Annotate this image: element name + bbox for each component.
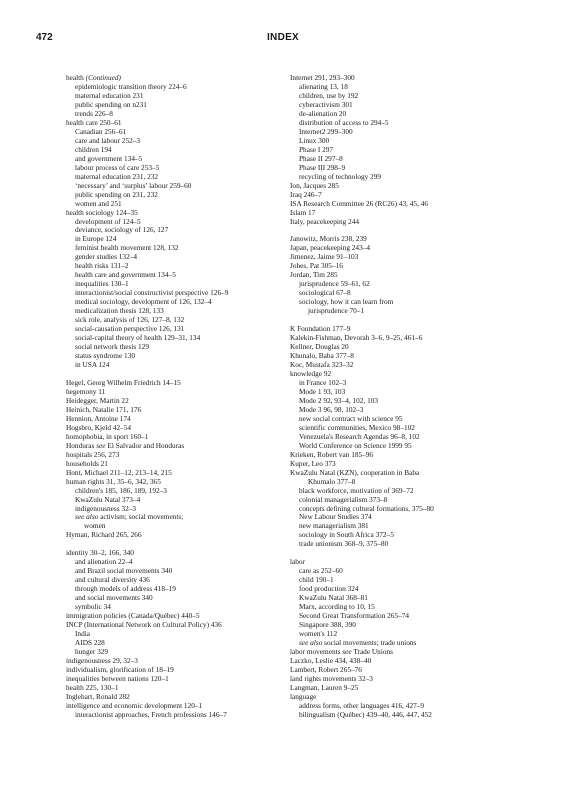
entry-text: land rights movements 32–3 xyxy=(290,673,373,683)
see-reference: see xyxy=(96,440,106,450)
index-heading xyxy=(66,531,286,540)
entry-text: Ion, Jacques 285 xyxy=(290,180,339,190)
entry-text: health xyxy=(66,73,86,82)
entry-text: Hont, Michael 211–12, 213–14, 215 xyxy=(66,467,172,477)
index-heading xyxy=(290,200,510,209)
entry-text: women xyxy=(84,521,106,531)
entry-text: Laczko, Leslie 434, 438–40 xyxy=(290,655,372,665)
entry-text: inequalities 130–1 xyxy=(75,279,129,289)
entry-text: Islam 17 xyxy=(290,207,316,217)
entry-text: homophobia, in sport 160–1 xyxy=(66,431,149,441)
entry-text: indigenousness 29, 32–3 xyxy=(66,655,138,665)
entry-text: and Brazil social movements 340 xyxy=(75,566,173,576)
entry-text: children 194 xyxy=(75,144,112,154)
entry-text: black workforce, motivation of 369–72 xyxy=(299,485,414,495)
entry-text: status syndrome 130 xyxy=(75,351,135,361)
running-head: INDEX xyxy=(266,32,300,43)
entry-text: health risks 131–2 xyxy=(75,261,129,271)
entry-text: ‘necessary’ and ‘surplus’ labour 259–60 xyxy=(75,180,192,190)
entry-text: social network thesis 129 xyxy=(75,342,149,352)
see-reference: see also xyxy=(75,512,99,522)
entry-text: Johes, Pat 305–16 xyxy=(290,261,343,271)
entry-text: new managerialism 381 xyxy=(299,521,369,531)
entry-text: and cultural diversity 436 xyxy=(75,575,150,585)
entry-text: sociology, how it can learn from xyxy=(299,297,394,307)
entry-text: Canadian 256–61 xyxy=(75,126,127,136)
entry-text: Inglehart, Ronald 282 xyxy=(66,691,130,701)
entry-text: labor xyxy=(290,557,305,567)
entry-text: and government 134–5 xyxy=(75,153,143,163)
entry-text: bilingualism (Québec) 439–40, 446, 447, 452 xyxy=(299,709,432,719)
entry-text: Mode 1 93, 103 xyxy=(299,386,346,396)
entry-text: KwaZulu Natal (KZN), cooperation in Baba xyxy=(290,467,420,477)
entry-text: health 225, 130–1 xyxy=(66,682,119,692)
index-subentry xyxy=(290,540,510,549)
entry-text: scientific communities, Mexico 98–102 xyxy=(299,422,415,432)
entry-text: Jordan, Tim 285 xyxy=(290,270,338,280)
page-header xyxy=(36,32,530,48)
entry-text: hospitals 256, 273 xyxy=(66,449,120,459)
entry-text: gender studies 132–4 xyxy=(75,252,138,262)
entry-text: Linux 300 xyxy=(299,135,330,145)
entry-text: New Labour Studies 374 xyxy=(299,512,372,522)
entry-text: in Europe 124 xyxy=(75,234,117,244)
entry-text: distribution of access to 294–5 xyxy=(299,117,389,127)
entry-text: Hogsbro, Kjeld 42–54 xyxy=(66,422,132,432)
entry-text: Lambert, Robert 265–76 xyxy=(290,664,362,674)
see-target: activism; social movements; xyxy=(98,512,184,522)
entry-text: AIDS 228 xyxy=(75,638,105,648)
entry-text: KwaZulu Natal 373–4 xyxy=(75,494,141,504)
entry-text: Heidegger, Martin 22 xyxy=(66,395,129,405)
entry-text: Internet2 299–300 xyxy=(299,126,353,136)
entry-text: in USA 124 xyxy=(75,360,110,369)
entry-text: health sociology 124–35 xyxy=(66,207,138,217)
entry-text: public spending on 231, 232 xyxy=(75,189,158,199)
entry-text: new social contract with science 95 xyxy=(299,413,403,423)
index-subentry xyxy=(66,711,286,720)
entry-text: intelligence and economic development 120–1 xyxy=(66,700,203,710)
entry-text: knowledge 92 xyxy=(290,368,332,378)
entry-text: public spending on n231 xyxy=(75,99,147,109)
entry-text: ISA Research Committee 26 (RC26) 43, 45, 46 xyxy=(290,198,429,208)
entry-text: jurisprudence 70–1 xyxy=(308,306,365,316)
entry-text: cyberactivism 301 xyxy=(299,99,353,109)
entry-text: Internet 291, 293–300 xyxy=(290,73,355,82)
entry-text: Phase III 298–9 xyxy=(299,162,346,172)
entry-text: hunger 329 xyxy=(75,647,109,656)
entry-text: Janowitz, Morris 238, 239 xyxy=(290,234,367,244)
index-heading xyxy=(66,621,286,630)
entry-text: Khunalo, Baba 377–8 xyxy=(290,351,354,361)
index-subentry xyxy=(290,307,510,316)
entry-text: Venezuela's Research Agendas 96–8, 102 xyxy=(299,431,420,441)
entry-text: children's 185, 186, 189, 192–3 xyxy=(75,485,167,495)
entry-text: Japan, peacekeeping 243–4 xyxy=(290,243,371,253)
entry-text: alienating 13, 18 xyxy=(299,81,348,91)
entry-text: colonial managerialism 373–8 xyxy=(299,494,388,504)
entry-text: social-capital theory of health 129–31, 134 xyxy=(75,333,201,343)
entry-text: indigenousness 32–3 xyxy=(75,503,137,513)
index-column-left xyxy=(66,74,286,720)
entry-text: INCP (International Network on Cultural Policy) 436 xyxy=(66,620,222,630)
entry-text: recycling of technology 299 xyxy=(299,171,382,181)
entry-text: jurisprudence 59–61, 62 xyxy=(299,279,370,289)
entry-text: care and labour 252–3 xyxy=(75,135,141,145)
entry-text: labor movements xyxy=(290,647,343,656)
entry-gap xyxy=(290,549,510,558)
entry-text: Koc, Mustafa 323–32 xyxy=(290,360,354,369)
entry-text: Heinich, Natalie 171, 176 xyxy=(66,404,142,414)
entry-text: Honduras xyxy=(66,440,97,450)
entry-text: Mode 3 96, 98, 102–3 xyxy=(299,404,364,414)
entry-text: immigration policies (Canada/Québec) 440–5 xyxy=(66,611,200,621)
entry-text: interactionist/social constructivist perspective 126–9 xyxy=(75,288,229,298)
entry-text: Kalekin-Fishman, Devorah 3–6, 9–25, 461–6 xyxy=(290,333,423,343)
entry-text: care as 252–60 xyxy=(299,566,343,576)
entry-text: Italy, peacekeeping 244 xyxy=(290,216,360,226)
entry-text: Singapore 388, 390 xyxy=(299,620,356,630)
entry-text: food production 324 xyxy=(299,584,359,594)
entry-text: human rights 31, 35–6, 342, 365 xyxy=(66,476,161,486)
entry-text: World Conference on Science 1999 95 xyxy=(299,440,412,450)
index-subentry xyxy=(66,361,286,370)
entry-text: women and 251 xyxy=(75,198,122,208)
entry-text: deviance, sociology of 126, 127 xyxy=(75,225,169,235)
entry-text: Khumalo 377–8 xyxy=(308,476,356,486)
entry-text: social-causation perspective 126, 131 xyxy=(75,324,185,334)
entry-text: Langman, Lauren 9–25 xyxy=(290,682,359,692)
entry-text: Kuper, Leo 373 xyxy=(290,458,336,468)
entry-text: sociology in South Africa 372–5 xyxy=(299,530,394,540)
entry-text: Second Great Transformation 265–74 xyxy=(299,611,410,621)
entry-text: and alienation 22–4 xyxy=(75,557,133,567)
entry-text: sociological 67–8 xyxy=(299,288,351,298)
entry-text: labour process of care 253–5 xyxy=(75,162,160,172)
entry-text: hegemony 11 xyxy=(66,386,106,396)
entry-text: de-alienation 20 xyxy=(299,108,347,118)
entry-text: Hegel, Georg Wilhelm Friedrich 14–15 xyxy=(66,377,181,387)
entry-text: concepts defining cultural formations, 375–80 xyxy=(299,503,434,513)
entry-text: medicalization thesis 128, 133 xyxy=(75,306,164,316)
entry-text: language xyxy=(290,691,317,701)
entry-text: health care and government 134–5 xyxy=(75,270,176,280)
entry-text: individualism, glorification of 18–19 xyxy=(66,664,174,674)
see-reference: see also xyxy=(299,638,323,648)
entry-text: Marx, according to 10, 15 xyxy=(299,602,375,612)
entry-text: Hyman, Richard 265, 266 xyxy=(66,530,142,540)
entry-text: maternal education 231 xyxy=(75,90,144,100)
entry-text: Kellner, Douglas 20 xyxy=(290,342,349,352)
entry-text: children, use by 192 xyxy=(299,90,359,100)
index-heading xyxy=(290,218,510,227)
entry-text: Phase II 297–8 xyxy=(299,153,343,163)
entry-text: development of 124–5 xyxy=(75,216,141,226)
entry-text: address forms, other languages 416, 427–9 xyxy=(299,700,425,710)
entry-text: Hennion, Antoine 174 xyxy=(66,413,131,423)
entry-text: and social movements 340 xyxy=(75,593,153,603)
entry-text: maternal education 231, 232 xyxy=(75,171,159,181)
entry-text: health care 250–61 xyxy=(66,117,122,127)
entry-text: inequalities between nations 120–1 xyxy=(66,673,169,683)
see-target: Trade Unions xyxy=(351,647,393,656)
entry-text: epidemiologic transition theory 224–6 xyxy=(75,81,187,91)
index-column-right xyxy=(290,74,510,720)
index-subentry xyxy=(290,711,510,720)
entry-text: interactionist approaches, French professions 146–7 xyxy=(75,709,227,719)
entry-text: Jimenez, Jaime 91–103 xyxy=(290,252,359,262)
entry-text: child 190–1 xyxy=(299,575,334,585)
index-heading xyxy=(290,182,510,191)
see-target: social movements; trade unions xyxy=(322,638,417,648)
entry-text: symbolic 34 xyxy=(75,602,111,612)
entry-text: Iraq 246–7 xyxy=(290,189,322,199)
entry-text: feminist health movement 128, 132 xyxy=(75,243,179,253)
entry-text: trade unionism 368–9, 375–80 xyxy=(299,539,389,549)
entry-text: Mode 2 92, 93–4, 102, 103 xyxy=(299,395,379,405)
entry-text: identity 30–2, 166, 340 xyxy=(66,548,134,558)
see-target: El Salvador and Honduras xyxy=(105,440,185,450)
entry-text: trends 226–8 xyxy=(75,108,113,118)
entry-text: KwaZulu Natal 368–81 xyxy=(299,593,368,603)
entry-text: through models of address 418–19 xyxy=(75,584,176,594)
entry-text: Phase I 297 xyxy=(299,144,334,154)
continued-label: (Continued) xyxy=(85,73,121,82)
entry-text: India xyxy=(75,629,90,639)
index-heading xyxy=(290,684,510,693)
entry-text: medical sociology, development of 126, 132–4 xyxy=(75,297,212,307)
entry-text: K Foundation 177–9 xyxy=(290,324,351,334)
entry-text: households 21 xyxy=(66,458,108,468)
see-reference: see xyxy=(342,647,352,656)
entry-text: in France 102–3 xyxy=(299,377,347,387)
entry-text: women's 112 xyxy=(299,629,338,639)
entry-text: Krieken, Robert van 185–96 xyxy=(290,449,374,459)
page-number: 472 xyxy=(36,32,53,43)
entry-text: sick role, analysis of 126, 127–8, 132 xyxy=(75,315,185,325)
